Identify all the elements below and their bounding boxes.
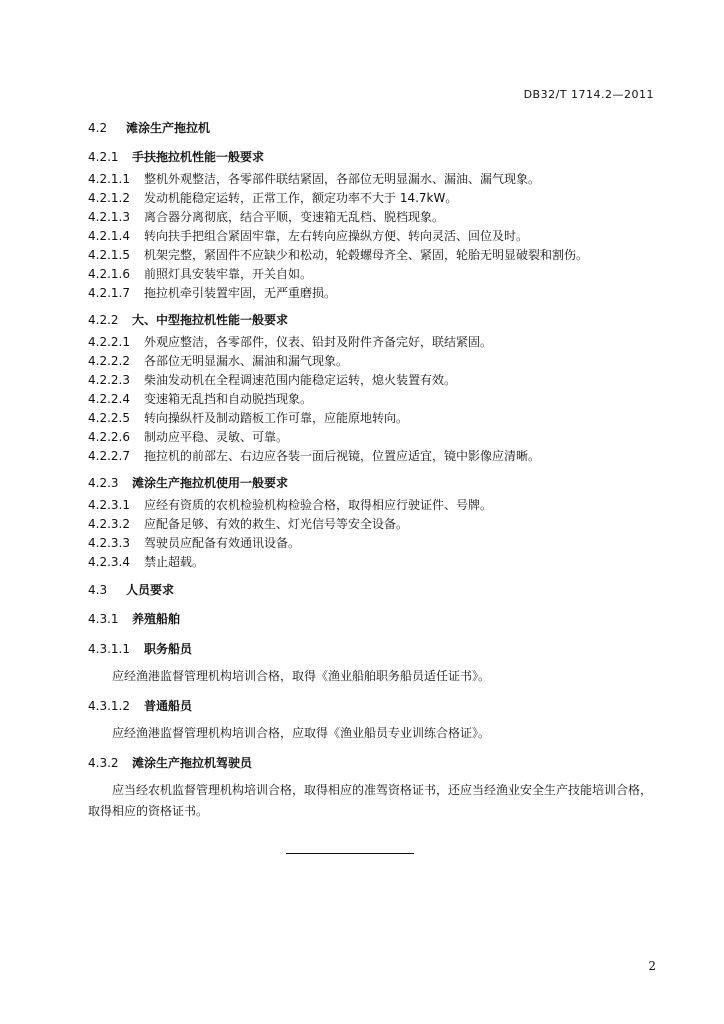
end-of-text-rule <box>286 853 414 854</box>
clause-item: 4.2.2.7 拖拉机的前部左、右边应各装一面后视镜，位置应适宜，镜中影像应清晰。 <box>88 449 541 463</box>
clause-item: 4.2.2.6 制动应平稳、灵敏、可靠。 <box>88 430 289 444</box>
clause-item: 4.2.2.5 转向操纵杆及制动踏板工作可靠，应能原地转向。 <box>88 411 409 425</box>
subsection-heading: 4.2.2 大、中型拖拉机性能一般要求 <box>88 313 289 327</box>
section-heading: 4.2 滩涂生产拖拉机 <box>88 121 211 135</box>
clause-item: 4.2.1.6 前照灯具安装牢靠，开关自如。 <box>88 267 313 281</box>
clause-item: 4.2.1.3 离合器分离彻底，结合平顺，变速箱无乱档、脱档现象。 <box>88 210 445 224</box>
clause-item: 4.2.1.4 转向扶手把组合紧固牢靠，左右转向应操纵方便、转向灵活、回位及时。 <box>88 229 529 243</box>
subsection-heading: 4.3.2 滩涂生产拖拉机驾驶员 <box>88 756 253 770</box>
clause-item: 4.2.3.2 应配备足够、有效的救生、灯光信号等安全设备。 <box>88 517 409 531</box>
clause-paragraph: 应当经农机监督管理机构培训合格，取得相应的准驾资格证书，还应当经渔业安全生产技能培训合格，取得相应的资格证书。 <box>88 783 653 818</box>
clause-item: 4.2.1.2 发动机能稳定运转，正常工作，额定功率不大于 14.7kW。 <box>88 191 458 205</box>
clause-item: 4.2.2.3 柴油发动机在全程调速范围内能稳定运转，熄火装置有效。 <box>88 373 457 387</box>
clause-item: 4.2.1.7 拖拉机牵引装置牢固，无严重磨损。 <box>88 286 337 300</box>
clause-item: 4.2.2.2 各部位无明显漏水、漏油和漏气现象。 <box>88 354 349 368</box>
clause-item: 4.2.1.1 整机外观整洁，各零部件联结紧固，各部位无明显漏水、漏油、漏气现象。 <box>88 172 541 186</box>
clause-paragraph: 应经渔港监督管理机构培训合格，取得《渔业船舶职务船员适任证书》。 <box>112 669 491 683</box>
clause-item: 4.2.2.4 变速箱无乱挡和自动脱挡现象。 <box>88 392 313 406</box>
clause-item: 4.2.3.1 应经有资质的农机检验机构检验合格，取得相应行驶证件、号牌。 <box>88 498 493 512</box>
clause-paragraph: 应经渔港监督管理机构培训合格，应取得《渔业船员专业训练合格证》。 <box>112 726 491 740</box>
subsection-heading: 4.2.1 手扶拖拉机性能一般要求 <box>88 150 265 164</box>
document-body <box>88 110 660 828</box>
subsection-heading: 4.3.1 养殖船舶 <box>88 612 181 626</box>
clause-heading: 4.3.1.2 普通船员 <box>88 699 193 713</box>
clause-item: 4.2.2.1 外观应整洁，各零部件，仪表、铅封及附件齐备完好，联结紧固。 <box>88 335 493 349</box>
clause-heading: 4.3.1.1 职务船员 <box>88 642 193 656</box>
clause-item: 4.2.3.4 禁止超载。 <box>88 555 205 569</box>
standard-code: DB32/T 1714.2—2011 <box>523 88 654 101</box>
subsection-heading: 4.2.3 滩涂生产拖拉机使用一般要求 <box>88 476 289 490</box>
section-heading: 4.3 人员要求 <box>88 583 175 597</box>
clause-item: 4.2.1.5 机架完整，紧固件不应缺少和松动，轮毂螺母齐全、紧固，轮胎无明显破裂和割伤。 <box>88 248 589 262</box>
page-number: 2 <box>648 959 656 973</box>
clause-item: 4.2.3.3 驾驶员应配备有效通讯设备。 <box>88 536 301 550</box>
